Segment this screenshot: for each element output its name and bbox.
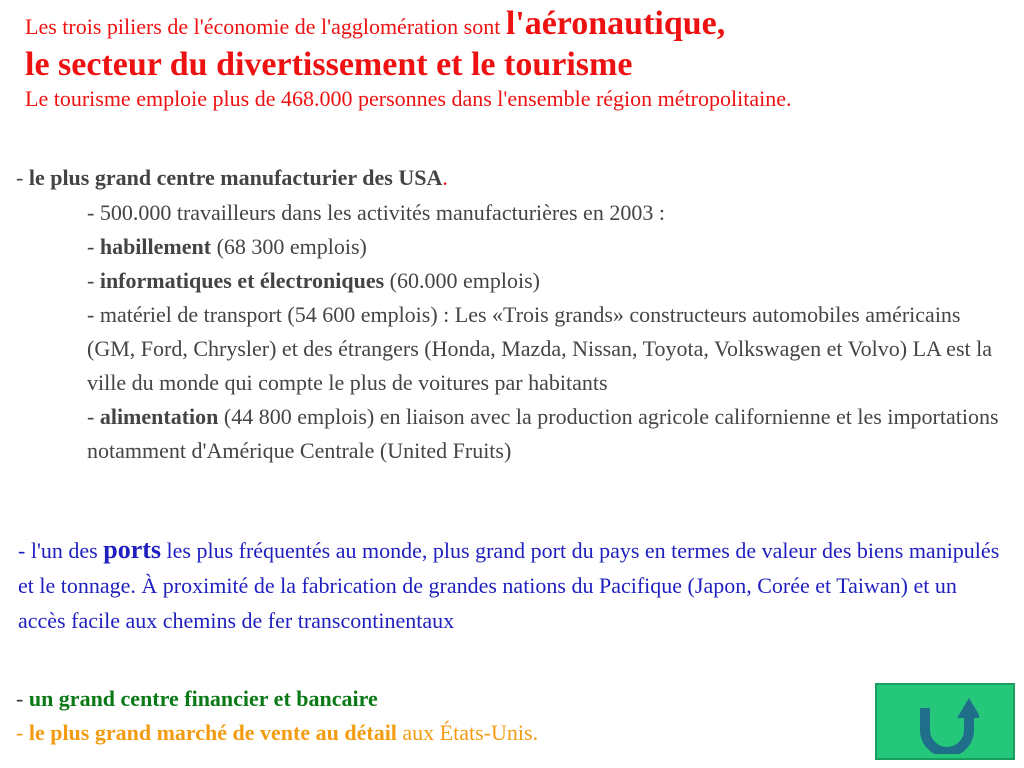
return-button[interactable]	[875, 683, 1015, 760]
finance-section	[16, 682, 378, 716]
item-dash: -	[87, 404, 100, 429]
retail-section	[16, 716, 538, 750]
finance-dash: -	[16, 686, 29, 711]
retail-text: aux États-Unis.	[396, 720, 539, 745]
finance-text: un grand centre financier et bancaire	[28, 686, 378, 711]
u-turn-arrow-icon	[915, 690, 979, 754]
list-item	[87, 230, 1011, 264]
item-text: (44 800 emplois) en liaison avec la production agricole californienne et les importations notamment d'Amérique Centrale (United Fruits)	[87, 404, 999, 463]
list-item	[87, 264, 1011, 298]
item-text: 500.000 travailleurs dans les activités manufacturières en 2003 :	[99, 200, 665, 225]
manufacturing-section	[16, 162, 1011, 468]
header-line-1	[25, 6, 1015, 45]
header-line-3: Le tourisme emploie plus de 468.000 personnes dans l'ensemble région métropolitaine.	[25, 86, 792, 111]
manufacturing-title-end: .	[442, 165, 448, 190]
list-item	[87, 400, 1011, 468]
item-dash: -	[87, 268, 100, 293]
item-text: matériel de transport (54 600 emplois) : Les «Trois grands» constructeurs automobiles américains (GM, Ford, Chrysler) et des étrangers (Honda, Mazda, Nissan, Toyota, Volkswagen et Volvo) LA est la ville du monde qui compte le plus de voitures par habitants	[87, 302, 992, 395]
item-bold: informatiques et électroniques	[99, 268, 385, 293]
ports-section	[18, 532, 1008, 638]
item-text: (60.000 emplois)	[384, 268, 540, 293]
item-text: (68 300 emplois)	[211, 234, 367, 259]
header-line-1-text: Les trois piliers de l'économie de l'agglomération sont	[25, 14, 506, 39]
header-line-2: le secteur du divertissement et le tourisme	[25, 46, 633, 83]
bullet-dash: -	[16, 165, 29, 190]
slide-header	[25, 6, 1015, 113]
item-dash: -	[87, 200, 100, 225]
item-dash: -	[87, 234, 100, 259]
retail-dash: -	[16, 720, 29, 745]
manufacturing-title-text: le plus grand centre manufacturier des USA	[28, 165, 443, 190]
manufacturing-list	[87, 196, 1011, 468]
manufacturing-title	[16, 162, 1011, 194]
item-dash: -	[87, 302, 100, 327]
list-item	[87, 298, 1011, 400]
ports-prefix: - l'un des	[18, 538, 104, 563]
item-bold: alimentation	[99, 404, 219, 429]
ports-emphasis: ports	[103, 535, 162, 564]
retail-bold: le plus grand marché de vente au détail	[28, 720, 397, 745]
item-bold: habillement	[99, 234, 212, 259]
ports-text: les plus fréquentés au monde, plus grand port du pays en termes de valeur des biens manipulés et le tonnage. À proximité de la fabrication de grandes nations du Pacifique (Japon, Corée et Taiwan) et un accès facile aux chemins de fer transcontinentaux	[18, 538, 1000, 633]
header-line-1-emphasis: l'aéronautique,	[505, 5, 726, 42]
list-item	[87, 196, 1011, 230]
